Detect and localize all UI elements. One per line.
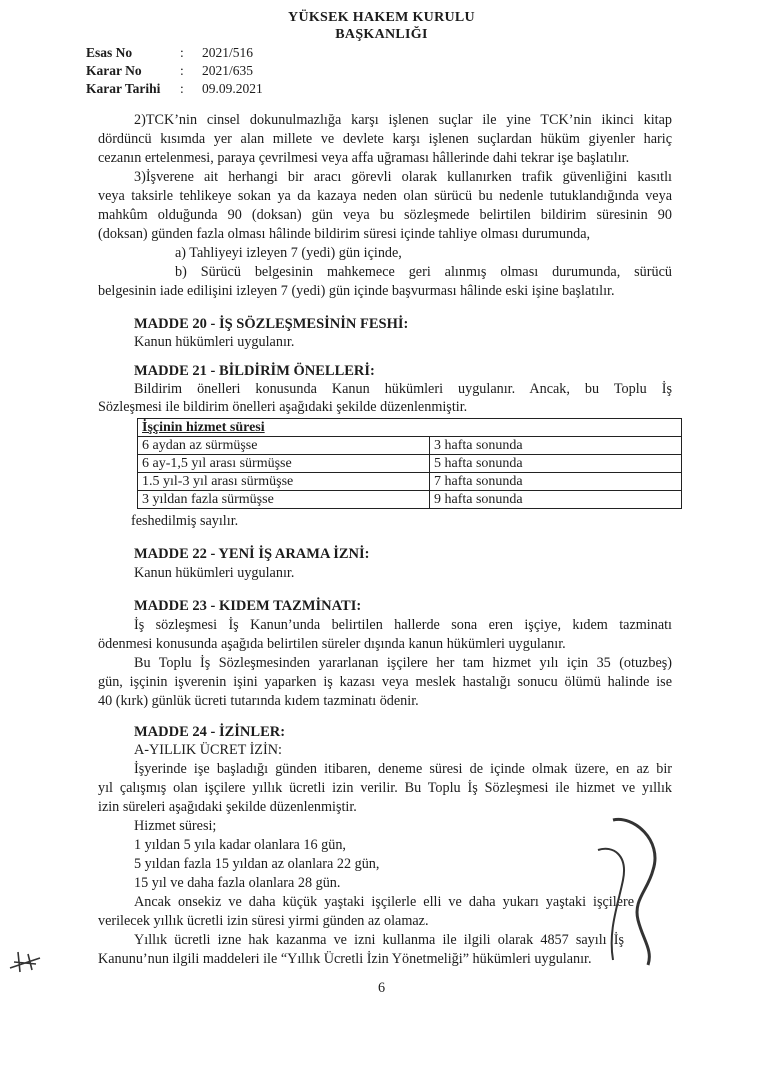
paragraph-line: izin süreleri aşağıdaki şekilde düzenlenmiştir. — [98, 799, 357, 815]
after-table-text: feshedilmiş sayılır. — [131, 513, 239, 529]
table-cell-notice: 7 hafta sonunda — [430, 473, 682, 491]
paragraph-line: 3)İşverene ait herhangi bir aracı görevli olarak kullanırken trafik güvenliğini kasıtlı — [134, 169, 672, 185]
meta-label-karar: Karar No — [86, 63, 142, 78]
paragraph-line: dördüncü kısımda yer alan millete ve devlete karşı işlenen suçlardan hüküm giyenler hariç — [98, 131, 672, 147]
table-cell-notice: 9 hafta sonunda — [430, 491, 682, 509]
paragraph-line: Bildirim önelleri konusunda Kanun hükümleri uygulanır. Ancak, bu Toplu İş — [134, 381, 672, 397]
table-header: İşçinin hizmet süresi — [138, 419, 682, 437]
table-cell-duration: 6 aydan az sürmüşse — [138, 437, 430, 455]
article-23-title: MADDE 23 - KIDEM TAZMİNATI: — [134, 598, 362, 614]
table-cell-notice: 3 hafta sonunda — [430, 437, 682, 455]
article-20-title: MADDE 20 - İŞ SÖZLEŞMESİNİN FESHİ: — [134, 316, 409, 332]
meta-colon: : — [180, 81, 184, 96]
paragraph-line: İşyerinde işe başladığı günden itibaren, deneme süresi de içinde olmak üzere, en az bir — [134, 761, 672, 777]
meta-value-karar: 2021/635 — [202, 63, 254, 78]
list-item: 5 yıldan fazla 15 yıldan az olanlara 22 gün, — [134, 856, 380, 872]
table-cell-duration: 6 ay-1,5 yıl arası sürmüşse — [138, 455, 430, 473]
meta-colon: : — [180, 63, 184, 78]
court-name: YÜKSEK HAKEM KURULU — [288, 10, 475, 25]
notice-period-table — [137, 418, 682, 509]
list-item-b: b) Sürücü belgesinin mahkemece geri alınmış olması durumunda, sürücü — [175, 264, 672, 280]
list-item-a: a) Tahliyeyi izleyen 7 (yedi) gün içinde, — [175, 245, 402, 261]
meta-colon: : — [180, 45, 184, 60]
paragraph-line: Kanunu’nun ilgili maddeleri ile “Yıllık Ücretli İzin Yönetmeliği” hükümleri uygulanır. — [98, 951, 592, 967]
article-20-body: Kanun hükümleri uygulanır. — [134, 334, 295, 350]
service-label: Hizmet süresi; — [134, 818, 217, 834]
paragraph-line: veya taksirle tehlikeye sokan ya da kazaya neden olan sürücü bu nedenle tutuklandığında veya — [98, 188, 672, 204]
list-item: 1 yıldan 5 yıla kadar olanlara 16 gün, — [134, 837, 346, 853]
table-cell-duration: 1.5 yıl-3 yıl arası sürmüşse — [138, 473, 430, 491]
paragraph-line: Bu Toplu İş Sözleşmesinden yararlanan işçilere her tam hizmet yılı için 35 (otuzbeş) — [134, 655, 672, 671]
article-21-title: MADDE 21 - BİLDİRİM ÖNELLERİ: — [134, 363, 375, 379]
margin-initial-mark — [6, 950, 46, 974]
list-item: 15 yıl ve daha fazla olanlara 28 gün. — [134, 875, 341, 891]
meta-value-esas: 2021/516 — [202, 45, 254, 60]
paragraph-line: verilecek yıllık ücretli izin süresi yirmi günden az olamaz. — [98, 913, 429, 929]
paragraph-line: İş sözleşmesi İş Kanun’unda belirtilen hallerde sona eren işçiye, kıdem tazminatı — [134, 617, 672, 633]
article-24-title: MADDE 24 - İZİNLER: — [134, 724, 286, 740]
table-row — [138, 491, 682, 509]
table-row — [138, 455, 682, 473]
paragraph-line: Sözleşmesi ile bildirim önelleri aşağıdaki şekilde düzenlenmiştir. — [98, 399, 468, 415]
paragraph-line: (doksan) günden fazla olması hâlinde bildirim süresi içinde tahliye olması durumunda, — [98, 226, 591, 242]
table-cell-notice: 5 hafta sonunda — [430, 455, 682, 473]
paragraph-line: Ancak onsekiz ve daha küçük yaştaki işçilerle elli ve daha yukarı yaştaki işçilere — [134, 894, 634, 910]
paragraph-line: cezanın ertelenmesi, paraya çevrilmesi veya affa uğraması hâllerinde dahi tekrar işe başlatılır. — [98, 150, 630, 166]
article-22-title: MADDE 22 - YENİ İŞ ARAMA İZNİ: — [134, 546, 370, 562]
article-22-body: Kanun hükümleri uygulanır. — [134, 565, 295, 581]
table-cell-duration: 3 yıldan fazla sürmüşse — [138, 491, 430, 509]
paragraph-line: yıl çalışmış olan işçilere yıllık ücretli izin verilir. Bu Toplu İş Sözleşmesi ile hizmet ve yıllık — [98, 780, 672, 796]
meta-label-esas: Esas No — [86, 45, 133, 60]
meta-label-karar-tarihi: Karar Tarihi — [86, 81, 161, 96]
table-header-row — [138, 419, 682, 437]
paragraph-line: Yıllık ücretli izne hak kazanma ve izni kullanma ile ilgili olarak 4857 sayılı İş — [134, 932, 624, 948]
paragraph-line: gün, işçinin işverenin işini yaparken iş kazası veya meslek hastalığı sonucu ölümü halinde ise — [98, 674, 672, 690]
article-24-subtitle: A-YILLIK ÜCRET İZİN: — [134, 742, 282, 758]
signature-mark — [593, 810, 673, 970]
paragraph-line: 2)TCK’nin cinsel dokunulmazlığa karşı işlenen suçlar ile yine TCK’nin ikinci kitap — [134, 112, 672, 128]
table-row — [138, 437, 682, 455]
page-number: 6 — [377, 980, 386, 996]
meta-value-karar-tarihi: 09.09.2021 — [202, 81, 263, 96]
court-presidency: BAŞKANLIĞI — [335, 27, 428, 42]
table-row — [138, 473, 682, 491]
paragraph-line: mahkûm olduğunda 90 (doksan) gün veya bu sözleşmede belirtilen bildirim süresinin 90 — [98, 207, 672, 223]
paragraph-line: belgesinin iade edilişini izleyen 7 (yedi) gün içinde başvurması hâlinde eski işine başlatılır. — [98, 283, 615, 299]
paragraph-line: ödenmesi konusunda aşağıda belirtilen süreler dışında kanun hükümleri uygulanır. — [98, 636, 566, 652]
paragraph-line: 40 (kırk) günlük ücreti tutarında kıdem tazminatı ödenir. — [98, 693, 419, 709]
